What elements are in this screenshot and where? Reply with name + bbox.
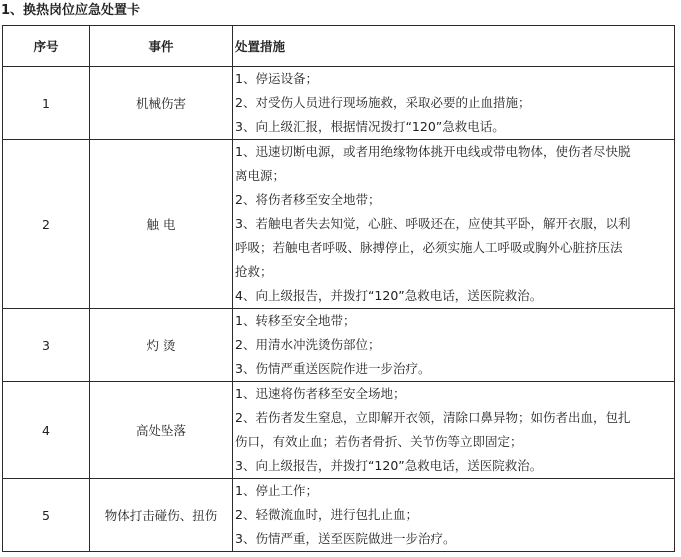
- measure-line: 呼吸；若触电者呼吸、脉搏停止，必须实施人工呼吸或胸外心脏挤压法: [235, 240, 623, 255]
- measure-line: 伤口，有效止血；若伤者骨折、关节伤等立即固定；: [235, 434, 523, 449]
- measure-line: 1、停运设备；: [235, 71, 318, 86]
- row-measures: [233, 309, 675, 382]
- row-number: 3: [3, 309, 90, 382]
- document-title: 1、换热岗位应急处置卡: [1, 3, 141, 18]
- measure-line: 1、停止工作；: [235, 483, 318, 498]
- row-number: 5: [3, 479, 90, 552]
- measure-line: 2、轻微流血时，进行包扎止血；: [235, 507, 418, 522]
- measure-line: 4、向上级报告，并拨打“120”急救电话，送医院救治。: [235, 288, 543, 303]
- row-number: 1: [3, 67, 90, 140]
- row-event: 机械伤害: [90, 67, 233, 140]
- header-measures: 处置措施: [233, 26, 675, 67]
- row-event: 触 电: [90, 140, 233, 309]
- measure-line: 1、迅速切断电源，或者用绝缘物体挑开电线或带电物体，使伤者尽快脱: [235, 144, 631, 159]
- measure-line: 1、转移至安全地带；: [235, 313, 356, 328]
- measure-line: 2、对受伤人员进行现场施救，采取必要的止血措施；: [235, 95, 531, 110]
- measure-line: 抢救；: [235, 264, 273, 279]
- row-event: 物体打击碰伤、扭伤: [90, 479, 233, 552]
- measure-line: 2、将伤者移至安全地带；: [235, 192, 381, 207]
- measure-line: 3、向上级报告，并拨打“120”急救电话，送医院救治。: [235, 458, 543, 473]
- measure-line: 2、用清水冲洗烫伤部位；: [235, 337, 381, 352]
- row-event: 高处坠落: [90, 382, 233, 479]
- row-event: 灼 烫: [90, 309, 233, 382]
- measure-line: 3、若触电者失去知觉，心脏、呼吸还在，应使其平卧，解开衣服，以利: [235, 216, 631, 231]
- row-number: 4: [3, 382, 90, 479]
- row-number: 2: [3, 140, 90, 309]
- measure-line: 3、向上级汇报，根据情况拨打“120”急救电话。: [235, 119, 505, 134]
- row-measures: [233, 479, 675, 552]
- header-event: 事件: [90, 26, 233, 67]
- table-row: [3, 479, 675, 552]
- measure-line: 1、迅速将伤者移至安全场地；: [235, 386, 406, 401]
- measure-line: 离电源；: [235, 168, 286, 183]
- row-measures: [233, 67, 675, 140]
- measure-line: 3、伤情严重，送至医院做进一步治疗。: [235, 531, 456, 546]
- table-row: [3, 382, 675, 479]
- row-measures: [233, 140, 675, 309]
- table-row: [3, 67, 675, 140]
- emergency-card-table: [2, 25, 675, 552]
- table-row: [3, 309, 675, 382]
- table-header-row: [3, 26, 675, 67]
- header-number: 序号: [3, 26, 90, 67]
- row-measures: [233, 382, 675, 479]
- table-row: [3, 140, 675, 309]
- measure-line: 2、若伤者发生窒息，立即解开衣领，清除口鼻异物；如伤者出血，包扎: [235, 410, 631, 425]
- measure-line: 3、伤情严重送医院作进一步治疗。: [235, 361, 431, 376]
